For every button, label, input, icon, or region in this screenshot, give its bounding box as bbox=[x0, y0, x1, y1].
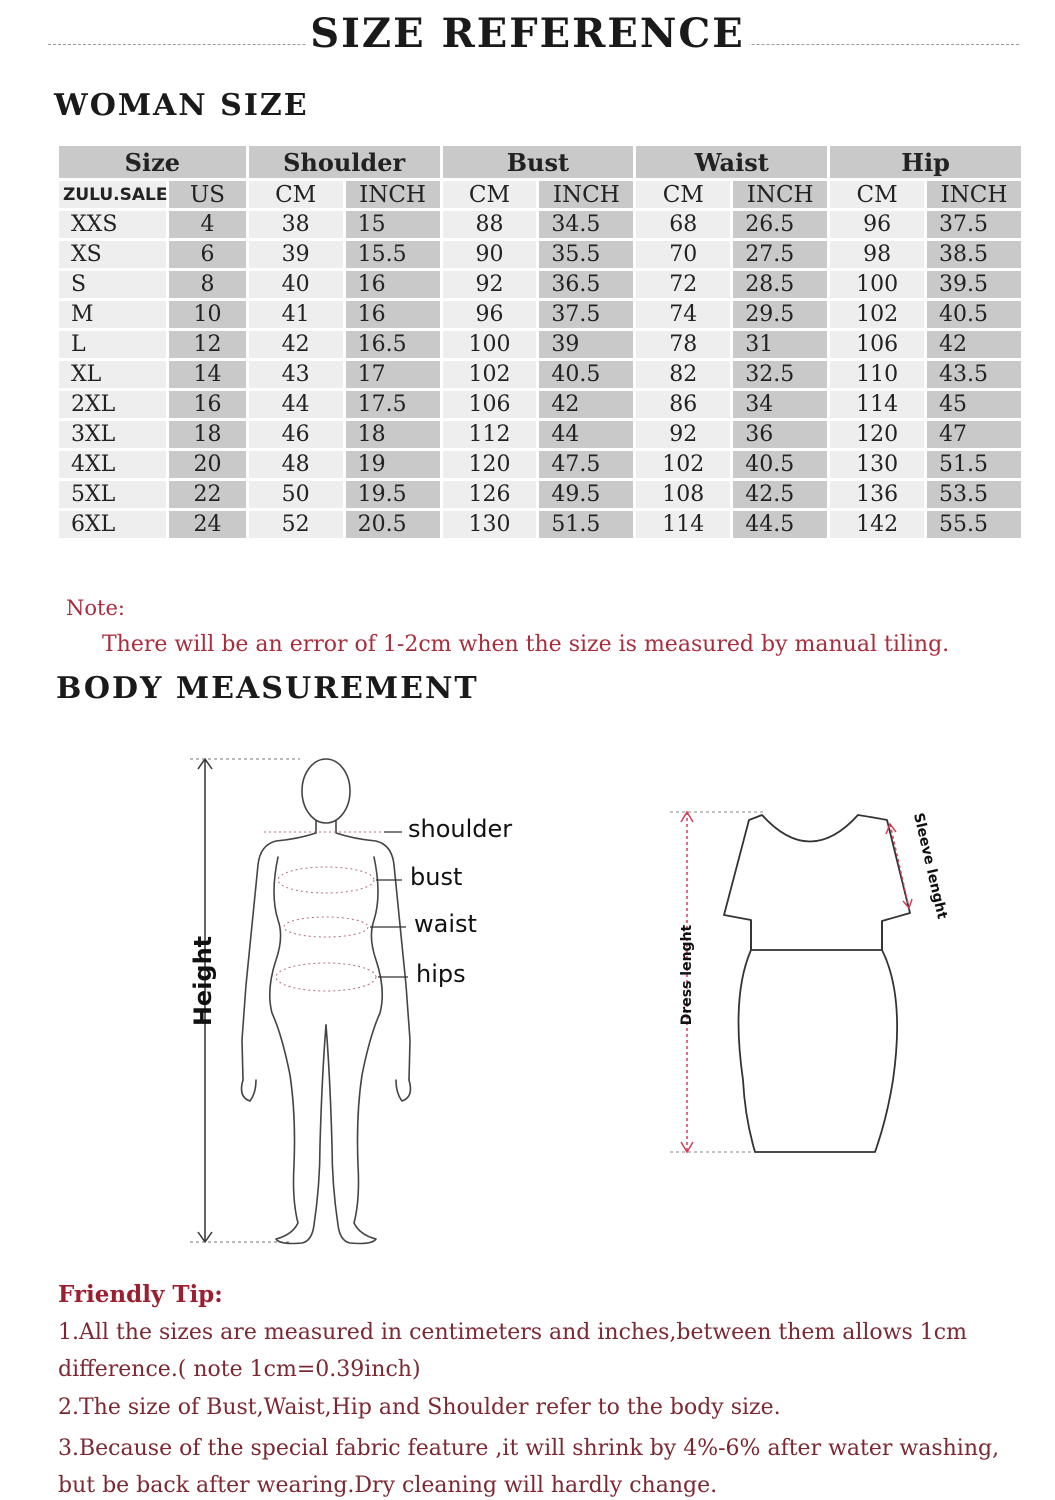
table-cell: 26.5 bbox=[733, 211, 827, 238]
note-text: There will be an error of 1-2cm when the size is measured by manual tiling. bbox=[102, 632, 950, 657]
brand-label: ZULU.SALE bbox=[59, 181, 166, 208]
size-label-cell: 2XL bbox=[59, 391, 166, 418]
table-cell: 48 bbox=[249, 451, 343, 478]
table-cell: 35.5 bbox=[539, 241, 633, 268]
table-cell: 37.5 bbox=[927, 211, 1021, 238]
sleeve-length-label: Sleeve lenght bbox=[910, 811, 950, 921]
table-cell: 19 bbox=[346, 451, 440, 478]
table-cell: 29.5 bbox=[733, 301, 827, 328]
table-cell: 15.5 bbox=[346, 241, 440, 268]
table-cell: 44 bbox=[539, 421, 633, 448]
size-label-cell: 4XL bbox=[59, 451, 166, 478]
table-cell: 51.5 bbox=[539, 511, 633, 538]
sub-header-shoulder-cm: CM bbox=[249, 181, 343, 208]
table-cell: 130 bbox=[443, 511, 537, 538]
table-cell: 96 bbox=[830, 211, 924, 238]
table-cell: 36 bbox=[733, 421, 827, 448]
table-cell: 98 bbox=[830, 241, 924, 268]
size-table bbox=[56, 143, 1024, 541]
table-cell: 19.5 bbox=[346, 481, 440, 508]
sub-header-waist-inch: INCH bbox=[733, 181, 827, 208]
sub-header-waist-cm: CM bbox=[636, 181, 730, 208]
table-row bbox=[59, 211, 1021, 238]
sleeve-length-line bbox=[886, 824, 912, 908]
table-row bbox=[59, 511, 1021, 538]
group-header-row bbox=[59, 146, 1021, 178]
table-cell: 50 bbox=[249, 481, 343, 508]
table-cell: 106 bbox=[443, 391, 537, 418]
table-cell: 42 bbox=[249, 331, 343, 358]
header-bust: Bust bbox=[443, 146, 634, 178]
table-row bbox=[59, 481, 1021, 508]
size-label-cell: XXS bbox=[59, 211, 166, 238]
sub-header-us: US bbox=[169, 181, 245, 208]
table-cell: 78 bbox=[636, 331, 730, 358]
table-cell: 43.5 bbox=[927, 361, 1021, 388]
table-cell: 44.5 bbox=[733, 511, 827, 538]
size-label-cell: L bbox=[59, 331, 166, 358]
table-cell: 31 bbox=[733, 331, 827, 358]
table-cell: 8 bbox=[169, 271, 245, 298]
sub-header-hip-cm: CM bbox=[830, 181, 924, 208]
table-cell: 68 bbox=[636, 211, 730, 238]
table-cell: 41 bbox=[249, 301, 343, 328]
size-label-cell: XL bbox=[59, 361, 166, 388]
height-label: Height bbox=[189, 935, 217, 1027]
table-cell: 42 bbox=[539, 391, 633, 418]
table-cell: 27.5 bbox=[733, 241, 827, 268]
tip-line-1: 1.All the sizes are measured in centimeters and inches,between them allows 1cm bbox=[58, 1320, 967, 1345]
bust-label: bust bbox=[410, 863, 463, 891]
table-cell: 102 bbox=[830, 301, 924, 328]
table-cell: 120 bbox=[443, 451, 537, 478]
table-row bbox=[59, 451, 1021, 478]
woman-size-heading: WOMAN SIZE bbox=[54, 88, 309, 123]
tip-line-3: 2.The size of Bust,Waist,Hip and Shoulder refer to the body size. bbox=[58, 1395, 781, 1420]
table-cell: 18 bbox=[346, 421, 440, 448]
table-cell: 20.5 bbox=[346, 511, 440, 538]
table-cell: 42.5 bbox=[733, 481, 827, 508]
page-title: SIZE REFERENCE bbox=[0, 10, 1055, 57]
table-cell: 108 bbox=[636, 481, 730, 508]
table-cell: 16 bbox=[169, 391, 245, 418]
waist-label: waist bbox=[414, 910, 477, 938]
size-label-cell: 3XL bbox=[59, 421, 166, 448]
table-row bbox=[59, 271, 1021, 298]
header-hip: Hip bbox=[830, 146, 1021, 178]
table-cell: 92 bbox=[636, 421, 730, 448]
table-row bbox=[59, 421, 1021, 448]
table-row bbox=[59, 301, 1021, 328]
table-cell: 44 bbox=[249, 391, 343, 418]
table-cell: 92 bbox=[443, 271, 537, 298]
table-cell: 32.5 bbox=[733, 361, 827, 388]
dress-outline bbox=[724, 815, 910, 1152]
table-cell: 114 bbox=[830, 391, 924, 418]
tip-line-2: difference.( note 1cm=0.39inch) bbox=[58, 1357, 421, 1382]
hips-label: hips bbox=[416, 960, 466, 988]
table-cell: 38 bbox=[249, 211, 343, 238]
table-cell: 100 bbox=[830, 271, 924, 298]
table-cell: 88 bbox=[443, 211, 537, 238]
table-cell: 15 bbox=[346, 211, 440, 238]
table-cell: 51.5 bbox=[927, 451, 1021, 478]
header-waist: Waist bbox=[636, 146, 827, 178]
size-label-cell: 6XL bbox=[59, 511, 166, 538]
header-shoulder: Shoulder bbox=[249, 146, 440, 178]
table-cell: 86 bbox=[636, 391, 730, 418]
table-cell: 16.5 bbox=[346, 331, 440, 358]
table-cell: 22 bbox=[169, 481, 245, 508]
table-cell: 6 bbox=[169, 241, 245, 268]
table-cell: 74 bbox=[636, 301, 730, 328]
sub-header-bust-cm: CM bbox=[443, 181, 537, 208]
header-size: Size bbox=[59, 146, 246, 178]
table-cell: 10 bbox=[169, 301, 245, 328]
table-cell: 40.5 bbox=[927, 301, 1021, 328]
size-label-cell: M bbox=[59, 301, 166, 328]
table-cell: 38.5 bbox=[927, 241, 1021, 268]
table-cell: 49.5 bbox=[539, 481, 633, 508]
table-cell: 14 bbox=[169, 361, 245, 388]
table-cell: 102 bbox=[443, 361, 537, 388]
tip-line-4: 3.Because of the special fabric feature ,it will shrink by 4%-6% after water washing, bbox=[58, 1436, 1000, 1461]
shoulder-label: shoulder bbox=[408, 815, 513, 843]
sub-header-hip-inch: INCH bbox=[927, 181, 1021, 208]
table-row bbox=[59, 241, 1021, 268]
table-cell: 42 bbox=[927, 331, 1021, 358]
table-cell: 36.5 bbox=[539, 271, 633, 298]
table-row bbox=[59, 391, 1021, 418]
note-label: Note: bbox=[66, 596, 125, 620]
table-cell: 136 bbox=[830, 481, 924, 508]
table-cell: 18 bbox=[169, 421, 245, 448]
table-cell: 142 bbox=[830, 511, 924, 538]
table-cell: 20 bbox=[169, 451, 245, 478]
table-cell: 130 bbox=[830, 451, 924, 478]
table-cell: 47.5 bbox=[539, 451, 633, 478]
table-cell: 126 bbox=[443, 481, 537, 508]
table-cell: 43 bbox=[249, 361, 343, 388]
table-cell: 28.5 bbox=[733, 271, 827, 298]
sub-header-bust-inch: INCH bbox=[539, 181, 633, 208]
table-cell: 16 bbox=[346, 301, 440, 328]
table-cell: 4 bbox=[169, 211, 245, 238]
size-label-cell: XS bbox=[59, 241, 166, 268]
tip-heading: Friendly Tip: bbox=[58, 1281, 223, 1308]
table-cell: 90 bbox=[443, 241, 537, 268]
dress-length-label: Dress lenght bbox=[679, 924, 695, 1026]
table-cell: 39 bbox=[539, 331, 633, 358]
table-cell: 39 bbox=[249, 241, 343, 268]
table-cell: 82 bbox=[636, 361, 730, 388]
table-cell: 46 bbox=[249, 421, 343, 448]
table-cell: 114 bbox=[636, 511, 730, 538]
table-cell: 34.5 bbox=[539, 211, 633, 238]
table-cell: 16 bbox=[346, 271, 440, 298]
table-cell: 34 bbox=[733, 391, 827, 418]
table-cell: 37.5 bbox=[539, 301, 633, 328]
table-cell: 96 bbox=[443, 301, 537, 328]
sub-header-shoulder-inch: INCH bbox=[346, 181, 440, 208]
body-measurement-heading: BODY MEASUREMENT bbox=[56, 671, 479, 706]
table-cell: 110 bbox=[830, 361, 924, 388]
body-measure-guides bbox=[264, 832, 384, 991]
size-label-cell: 5XL bbox=[59, 481, 166, 508]
table-cell: 24 bbox=[169, 511, 245, 538]
table-row bbox=[59, 361, 1021, 388]
table-cell: 17 bbox=[346, 361, 440, 388]
table-cell: 12 bbox=[169, 331, 245, 358]
table-row bbox=[59, 331, 1021, 358]
sub-header-row bbox=[59, 181, 1021, 208]
table-cell: 112 bbox=[443, 421, 537, 448]
table-cell: 120 bbox=[830, 421, 924, 448]
table-cell: 106 bbox=[830, 331, 924, 358]
table-cell: 40.5 bbox=[539, 361, 633, 388]
table-cell: 40.5 bbox=[733, 451, 827, 478]
table-cell: 40 bbox=[249, 271, 343, 298]
table-cell: 39.5 bbox=[927, 271, 1021, 298]
table-cell: 55.5 bbox=[927, 511, 1021, 538]
tip-line-5: but be back after wearing.Dry cleaning will hardly change. bbox=[58, 1473, 718, 1498]
table-cell: 17.5 bbox=[346, 391, 440, 418]
table-cell: 102 bbox=[636, 451, 730, 478]
table-cell: 52 bbox=[249, 511, 343, 538]
table-cell: 45 bbox=[927, 391, 1021, 418]
table-cell: 47 bbox=[927, 421, 1021, 448]
table-cell: 72 bbox=[636, 271, 730, 298]
size-label-cell: S bbox=[59, 271, 166, 298]
table-cell: 53.5 bbox=[927, 481, 1021, 508]
table-cell: 100 bbox=[443, 331, 537, 358]
size-table-body bbox=[59, 211, 1021, 538]
table-cell: 70 bbox=[636, 241, 730, 268]
